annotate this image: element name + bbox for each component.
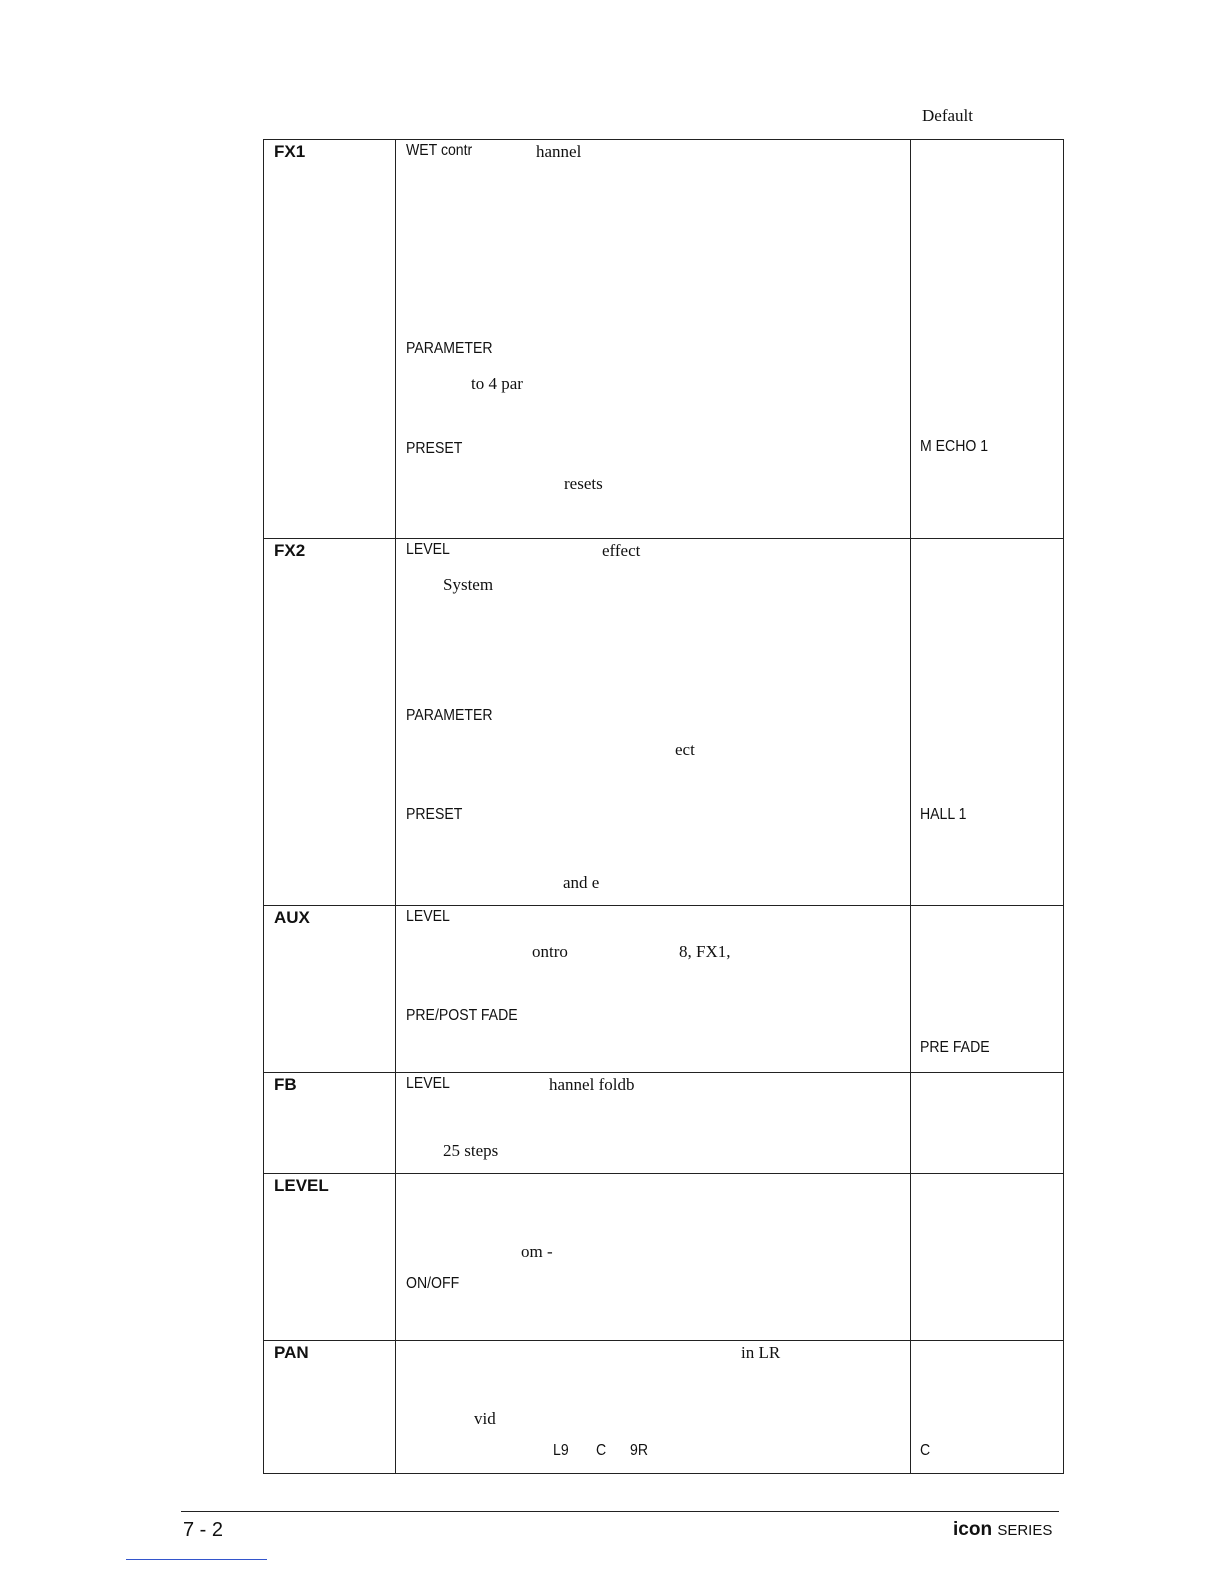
section-label-fb: FB: [274, 1075, 297, 1094]
description-cell: [396, 1073, 911, 1174]
section-label-fx2: FX2: [274, 541, 306, 560]
table-row: [264, 1341, 1064, 1474]
description-cell: [396, 1174, 911, 1341]
section-cell: [264, 539, 396, 906]
default-column-heading: Default: [922, 106, 973, 125]
section-cell: [264, 906, 396, 1073]
footer-rule: [181, 1511, 1059, 1512]
brand-logo: [953, 1519, 1052, 1541]
description-text: System: [443, 575, 494, 594]
description-cell: [396, 1341, 911, 1474]
section-label-level: LEVEL: [274, 1176, 329, 1195]
section-label-aux: AUX: [274, 908, 310, 927]
brand-series: SERIES: [997, 1522, 1053, 1539]
description-text: ontro: [532, 942, 568, 961]
pan-value: 9R: [630, 1442, 648, 1459]
pan-value: L9: [553, 1442, 569, 1459]
page-number: 7 - 2: [183, 1519, 224, 1541]
default-cell: [911, 1073, 1064, 1174]
default-value: HALL 1: [920, 806, 967, 823]
table-row: [264, 1073, 1064, 1174]
default-value: C: [920, 1442, 931, 1459]
section-cell: [264, 1341, 396, 1474]
on-off-label: ON/OFF: [406, 1275, 460, 1292]
description-cell: [396, 140, 911, 539]
table-row: [264, 906, 1064, 1073]
default-value: M ECHO 1: [920, 438, 989, 455]
level-label: LEVEL: [406, 1075, 450, 1092]
description-text: 8, FX1,: [679, 942, 731, 961]
description-text: resets: [564, 474, 603, 493]
parameter-label: PARAMETER: [406, 340, 493, 357]
section-label-pan: PAN: [274, 1343, 309, 1362]
preset-label: PRESET: [406, 440, 463, 457]
table-row: [264, 539, 1064, 906]
default-value: PRE FADE: [920, 1039, 990, 1056]
default-cell: [911, 1174, 1064, 1341]
section-cell: [264, 1174, 396, 1341]
description-text: om -: [521, 1242, 553, 1261]
description-text: in LR: [741, 1343, 781, 1362]
description-text: and e: [563, 873, 600, 892]
default-cell: [911, 140, 1064, 539]
table-row: [264, 1174, 1064, 1341]
description-text: 25 steps: [443, 1141, 499, 1160]
description-text: hannel foldb: [549, 1075, 635, 1094]
default-cell: [911, 539, 1064, 906]
description-text: vid: [474, 1409, 496, 1428]
section-cell: [264, 1073, 396, 1174]
level-label: LEVEL: [406, 541, 450, 558]
section-label-fx1: FX1: [274, 142, 306, 161]
description-cell: [396, 539, 911, 906]
description-text: hannel: [536, 142, 582, 161]
description-text: to 4 par: [471, 374, 523, 393]
default-cell: [911, 906, 1064, 1073]
description-cell: [396, 906, 911, 1073]
preset-label: PRESET: [406, 806, 463, 823]
brand-name: icon: [953, 1519, 993, 1540]
description-text: WET contr: [406, 142, 473, 159]
level-label: LEVEL: [406, 908, 450, 925]
table-row: [264, 140, 1064, 539]
pre-post-fade-label: PRE/POST FADE: [406, 1007, 518, 1024]
default-cell: [911, 1341, 1064, 1474]
description-text: ect: [675, 740, 695, 759]
description-text: effect: [602, 541, 641, 560]
section-cell: [264, 140, 396, 539]
parameter-table: [263, 139, 1064, 1474]
pan-value: C: [596, 1442, 607, 1459]
link-underline: [126, 1559, 267, 1560]
parameter-label: PARAMETER: [406, 707, 493, 724]
